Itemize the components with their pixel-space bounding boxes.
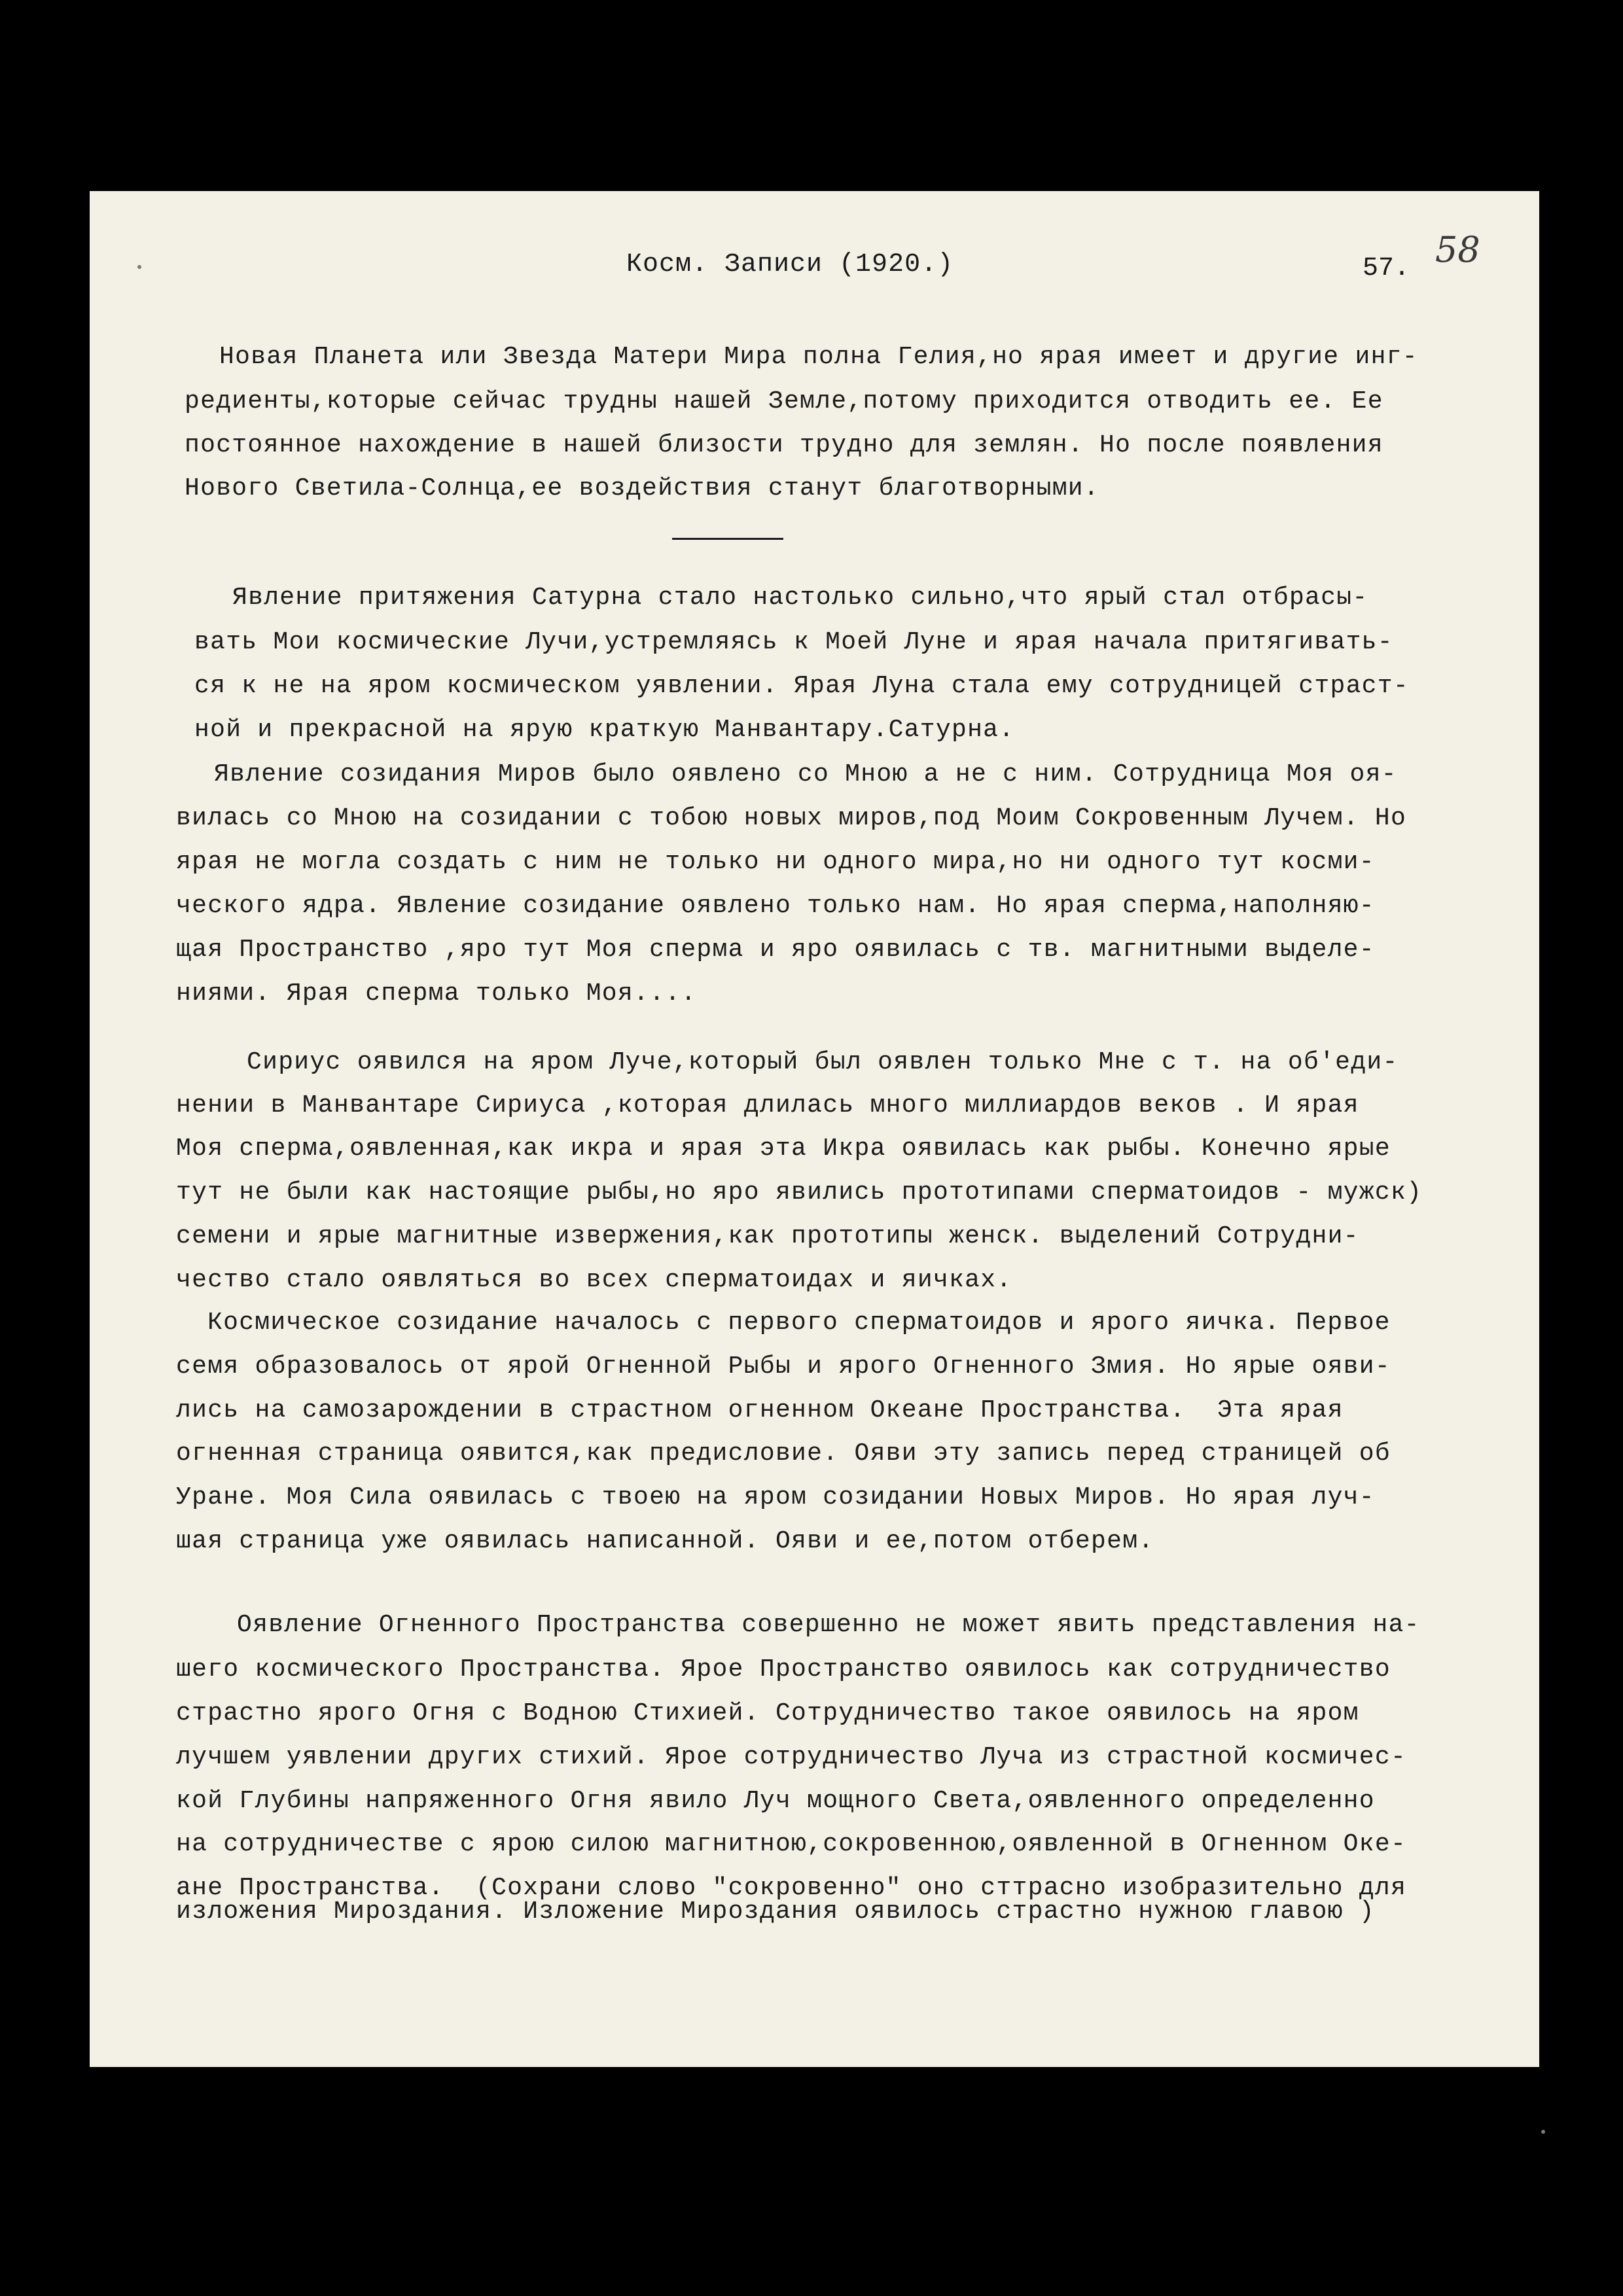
document-page xyxy=(90,191,1539,2067)
text-line: Новая Планета или Звезда Матери Мира полна Гелия,но ярая имеет и другие инг- xyxy=(219,343,1418,371)
text-line: Оявление Огненного Пространства совершенно не может явить представления на- xyxy=(237,1611,1420,1639)
dust-speck xyxy=(1541,2130,1545,2134)
text-line: семя образовалось от ярой Огненной Рыбы и ярого Огненного Змия. Но ярые ояви- xyxy=(176,1352,1391,1381)
text-line: тут не были как настоящие рыбы,но яро явились прототипами сперматоидов - мужск) xyxy=(176,1178,1423,1207)
text-line: Явление притяжения Сатурна стало настолько сильно,что ярый стал отбрасы- xyxy=(232,584,1368,612)
text-line: на сотрудничестве с ярою силою магнитною,сокровенною,оявленной в Огненном Оке- xyxy=(176,1830,1407,1858)
handwritten-folio-number: 58 xyxy=(1435,229,1480,270)
text-line: вать Мои космические Лучи,устремляясь к Моей Луне и ярая начала притягивать- xyxy=(194,628,1393,656)
text-line: нении в Манвантаре Сириуса ,которая длилась много миллиардов веков . И ярая xyxy=(176,1091,1359,1120)
text-line: щая Пространство ,яро тут Моя сперма и яро оявилась с тв. магнитными выделе- xyxy=(176,936,1375,964)
section-divider xyxy=(672,538,783,540)
text-line: Явление созидания Миров было оявлено со Мною а не с ним. Сотрудница Моя оя- xyxy=(214,760,1397,788)
text-line: ярая не могла создать с ним не только ни одного мира,но ни одного тут косми- xyxy=(176,848,1375,876)
text-line: лись на самозарождении в страстном огненном Океане Пространства. Эта ярая xyxy=(176,1396,1344,1424)
text-line: чество стало оявляться во всех сперматоидах и яичках. xyxy=(176,1266,1012,1294)
text-line: редиенты,которые сейчас трудны нашей Земле,потому приходится отводить ее. Ее xyxy=(185,387,1383,415)
text-line: ной и прекрасной на ярую краткую Манвантару.Сатурна. xyxy=(194,716,1015,744)
text-line: ся к не на яром космическом уявлении. Ярая Луна стала ему сотрудницей страст- xyxy=(194,672,1409,700)
text-line: Нового Светила-Солнца,ее воздействия станут благотворными. xyxy=(185,474,1100,503)
text-line: Уране. Моя Сила оявилась с твоею на яром созидании Новых Миров. Но ярая луч- xyxy=(176,1483,1375,1511)
text-line: вилась со Мною на созидании с тобою новых миров,под Моим Сокровенным Лучем. Но xyxy=(176,804,1407,832)
page-number: 57. xyxy=(1363,254,1410,283)
text-line: ане Пространства. (Сохрани слово "сокровенно" оно сттрасно изобразительно для xyxy=(176,1874,1407,1902)
text-line: изложения Мироздания. Изложение Мироздания оявилось страстно нужною главою ) xyxy=(176,1898,1375,1926)
text-line: Моя сперма,оявленная,как икра и ярая эта Икра оявилась как рыбы. Конечно ярые xyxy=(176,1135,1391,1163)
text-line: шая страница уже оявилась написанной. Ояви и ее,потом отберем. xyxy=(176,1527,1154,1555)
text-line: семени и ярые магнитные извержения,как прототипы женск. выделений Сотрудни- xyxy=(176,1222,1359,1250)
text-line: кой Глубины напряженного Огня явило Луч мощного Света,оявленного определенно xyxy=(176,1787,1375,1815)
dust-speck xyxy=(137,265,141,269)
text-line: Космическое созидание началось с первого сперматоидов и ярого яичка. Первое xyxy=(207,1309,1391,1337)
text-line: шего космического Пространства. Ярое Пространство оявилось как сотрудничество xyxy=(176,1655,1391,1684)
text-line: Сириус оявился на яром Луче,который был оявлен только Мне с т. на об'еди- xyxy=(247,1048,1399,1076)
text-line: огненная страница оявится,как предисловие. Ояви эту запись перед страницей об xyxy=(176,1439,1391,1468)
page-title: Косм. Записи (1920.) xyxy=(626,250,954,279)
text-line: ниями. Ярая сперма только Моя.... xyxy=(176,980,697,1008)
text-line: постоянное нахождение в нашей близости трудно для землян. Но после появления xyxy=(185,431,1383,459)
text-line: ческого ядра. Явление созидание оявлено только нам. Но ярая сперма,наполняю- xyxy=(176,892,1375,920)
text-line: страстно ярого Огня с Водною Стихией. Сотрудничество такое оявилось на яром xyxy=(176,1699,1359,1727)
text-line: лучшем уявлении других стихий. Ярое сотрудничество Луча из страстной космичес- xyxy=(176,1743,1407,1771)
